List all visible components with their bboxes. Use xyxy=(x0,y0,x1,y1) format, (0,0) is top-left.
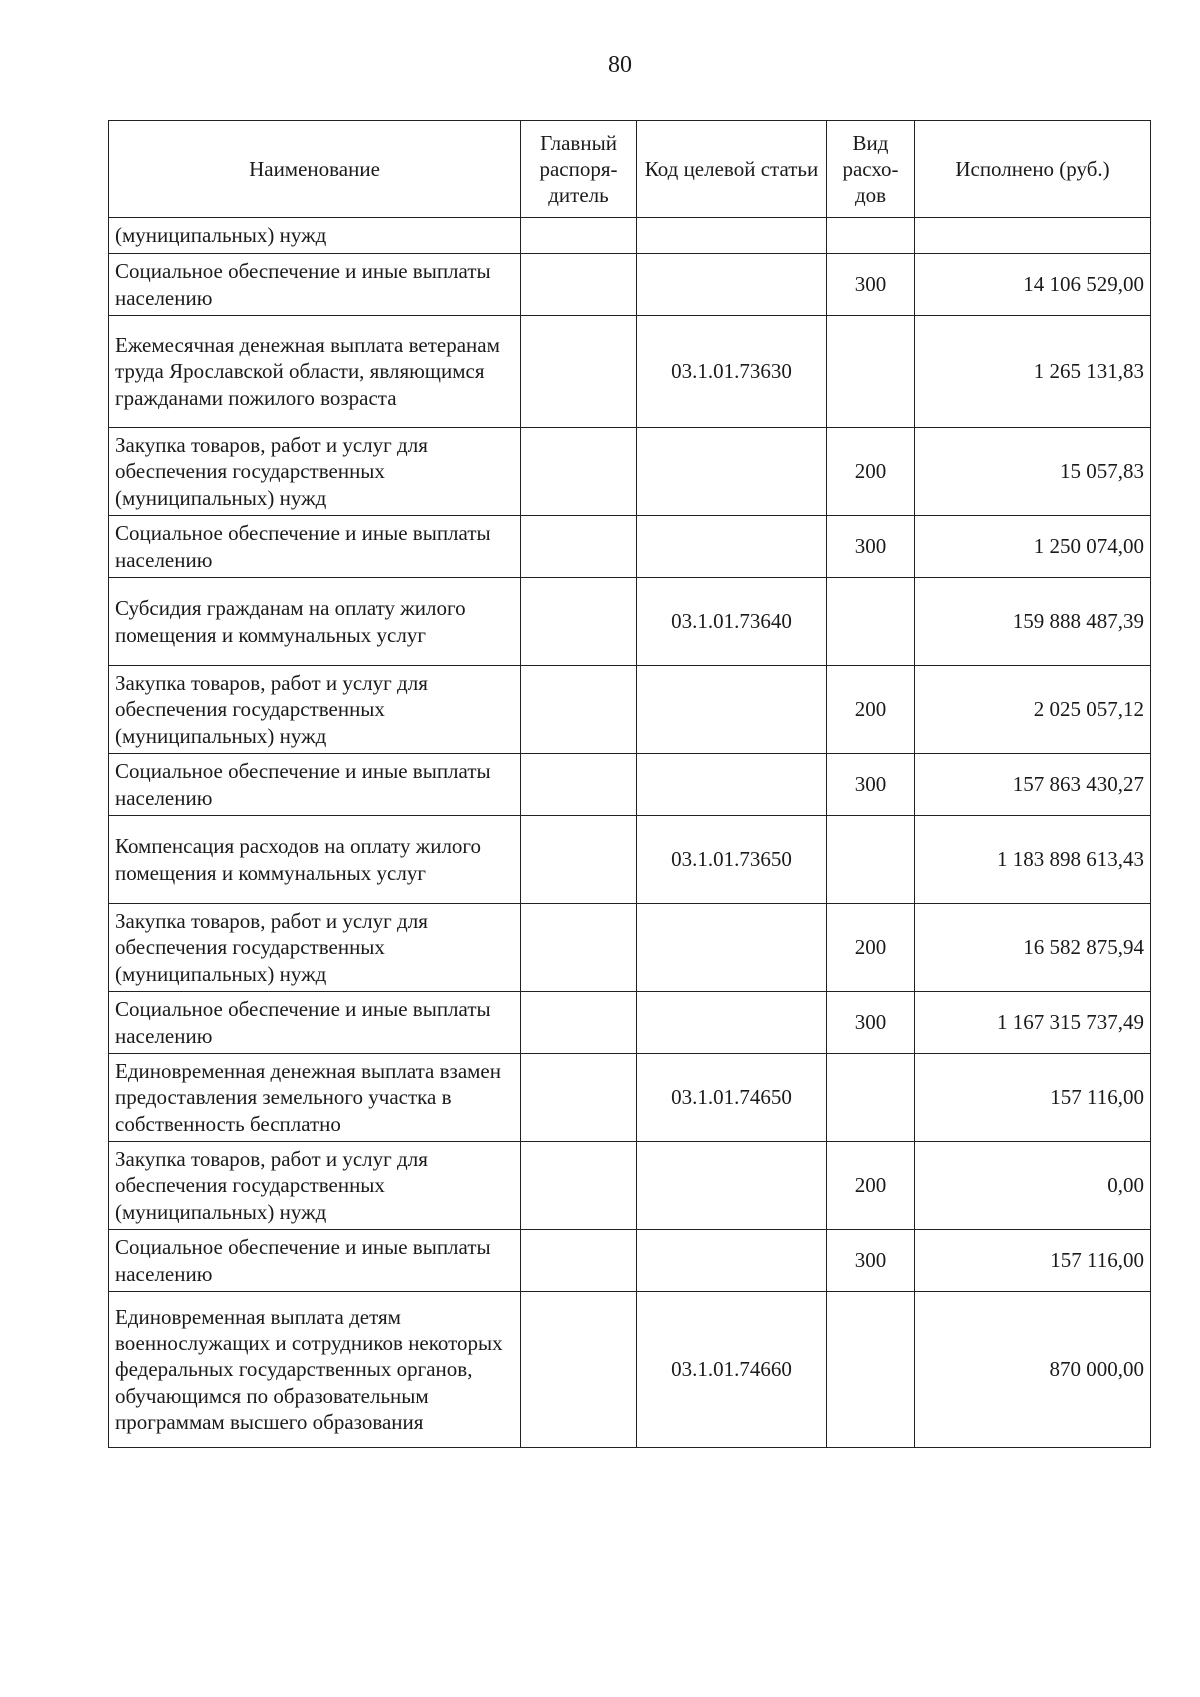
cell-executed-amount: 159 888 487,39 xyxy=(915,578,1151,666)
cell-chief-manager xyxy=(521,904,637,992)
cell-expense-type: 200 xyxy=(827,428,915,516)
cell-expense-type: 200 xyxy=(827,904,915,992)
table-row xyxy=(109,578,1151,666)
cell-target-code xyxy=(637,754,827,816)
cell-executed-amount: 870 000,00 xyxy=(915,1292,1151,1448)
table-row xyxy=(109,1292,1151,1448)
cell-executed-amount: 16 582 875,94 xyxy=(915,904,1151,992)
cell-executed-amount: 14 106 529,00 xyxy=(915,254,1151,316)
table-row xyxy=(109,904,1151,992)
cell-expense-type xyxy=(827,218,915,254)
cell-target-code: 03.1.01.74650 xyxy=(637,1054,827,1142)
cell-name: Единовременная денежная выплата взамен предоставления земельного участка в собственность бесплатно xyxy=(109,1054,521,1142)
cell-name: Компенсация расходов на оплату жилого помещения и коммунальных услуг xyxy=(109,816,521,904)
cell-chief-manager xyxy=(521,316,637,428)
budget-execution-table xyxy=(108,120,1151,1448)
cell-name: (муниципальных) нужд xyxy=(109,218,521,254)
cell-expense-type: 200 xyxy=(827,1142,915,1230)
cell-executed-amount: 1 250 074,00 xyxy=(915,516,1151,578)
cell-name: Закупка товаров, работ и услуг для обеспечения государственных (муниципальных) нужд xyxy=(109,904,521,992)
cell-executed-amount: 0,00 xyxy=(915,1142,1151,1230)
cell-executed-amount xyxy=(915,218,1151,254)
cell-name: Социальное обеспечение и иные выплаты населению xyxy=(109,754,521,816)
cell-target-code xyxy=(637,904,827,992)
cell-target-code xyxy=(637,254,827,316)
cell-expense-type: 300 xyxy=(827,516,915,578)
cell-name: Социальное обеспечение и иные выплаты населению xyxy=(109,516,521,578)
cell-chief-manager xyxy=(521,1292,637,1448)
cell-target-code xyxy=(637,992,827,1054)
cell-target-code xyxy=(637,1142,827,1230)
table-row xyxy=(109,1142,1151,1230)
cell-target-code xyxy=(637,666,827,754)
cell-chief-manager xyxy=(521,816,637,904)
cell-executed-amount: 157 863 430,27 xyxy=(915,754,1151,816)
table-row xyxy=(109,218,1151,254)
cell-target-code: 03.1.01.74660 xyxy=(637,1292,827,1448)
cell-expense-type: 300 xyxy=(827,754,915,816)
cell-target-code: 03.1.01.73650 xyxy=(637,816,827,904)
header-target-code: Код целевой статьи xyxy=(637,121,827,218)
cell-name: Социальное обеспечение и иные выплаты населению xyxy=(109,1230,521,1292)
cell-executed-amount: 1 265 131,83 xyxy=(915,316,1151,428)
table-row xyxy=(109,316,1151,428)
cell-expense-type xyxy=(827,816,915,904)
cell-name: Единовременная выплата детям военнослужащих и сотрудников некоторых федеральных государственных органов, обучающимся по образовательным программам высшего образования xyxy=(109,1292,521,1448)
table-row xyxy=(109,516,1151,578)
cell-expense-type: 300 xyxy=(827,1230,915,1292)
cell-executed-amount: 2 025 057,12 xyxy=(915,666,1151,754)
table-row xyxy=(109,254,1151,316)
cell-name: Закупка товаров, работ и услуг для обеспечения государственных (муниципальных) нужд xyxy=(109,1142,521,1230)
cell-chief-manager xyxy=(521,992,637,1054)
cell-target-code: 03.1.01.73640 xyxy=(637,578,827,666)
header-chief-manager: Главный распоря-дитель xyxy=(521,121,637,218)
header-executed: Исполнено (руб.) xyxy=(915,121,1151,218)
cell-target-code xyxy=(637,218,827,254)
cell-chief-manager xyxy=(521,218,637,254)
cell-expense-type: 300 xyxy=(827,992,915,1054)
cell-chief-manager xyxy=(521,754,637,816)
header-expense-type: Вид расхо-дов xyxy=(827,121,915,218)
cell-name: Ежемесячная денежная выплата ветеранам труда Ярославской области, являющимся гражданами пожилого возраста xyxy=(109,316,521,428)
cell-name: Закупка товаров, работ и услуг для обеспечения государственных (муниципальных) нужд xyxy=(109,666,521,754)
cell-expense-type: 300 xyxy=(827,254,915,316)
page-number: 80 xyxy=(608,52,632,78)
cell-target-code xyxy=(637,428,827,516)
cell-executed-amount: 1 183 898 613,43 xyxy=(915,816,1151,904)
cell-expense-type xyxy=(827,316,915,428)
cell-chief-manager xyxy=(521,1230,637,1292)
cell-expense-type xyxy=(827,578,915,666)
cell-target-code xyxy=(637,1230,827,1292)
cell-expense-type: 200 xyxy=(827,666,915,754)
cell-executed-amount: 15 057,83 xyxy=(915,428,1151,516)
cell-name: Социальное обеспечение и иные выплаты населению xyxy=(109,992,521,1054)
cell-chief-manager xyxy=(521,428,637,516)
table-row xyxy=(109,1054,1151,1142)
table-row xyxy=(109,1230,1151,1292)
cell-name: Социальное обеспечение и иные выплаты населению xyxy=(109,254,521,316)
cell-executed-amount: 157 116,00 xyxy=(915,1054,1151,1142)
header-name: Наименование xyxy=(109,121,521,218)
cell-chief-manager xyxy=(521,1054,637,1142)
cell-chief-manager xyxy=(521,666,637,754)
cell-executed-amount: 1 167 315 737,49 xyxy=(915,992,1151,1054)
cell-expense-type xyxy=(827,1292,915,1448)
table-header-row xyxy=(109,121,1151,218)
cell-target-code: 03.1.01.73630 xyxy=(637,316,827,428)
cell-executed-amount: 157 116,00 xyxy=(915,1230,1151,1292)
table-row xyxy=(109,754,1151,816)
cell-expense-type xyxy=(827,1054,915,1142)
cell-chief-manager xyxy=(521,254,637,316)
cell-name: Закупка товаров, работ и услуг для обеспечения государственных (муниципальных) нужд xyxy=(109,428,521,516)
cell-chief-manager xyxy=(521,1142,637,1230)
cell-name: Субсидия гражданам на оплату жилого помещения и коммунальных услуг xyxy=(109,578,521,666)
cell-target-code xyxy=(637,516,827,578)
table-row xyxy=(109,992,1151,1054)
table-row xyxy=(109,428,1151,516)
cell-chief-manager xyxy=(521,516,637,578)
table-row xyxy=(109,666,1151,754)
cell-chief-manager xyxy=(521,578,637,666)
table-row xyxy=(109,816,1151,904)
table-body xyxy=(109,218,1151,1448)
